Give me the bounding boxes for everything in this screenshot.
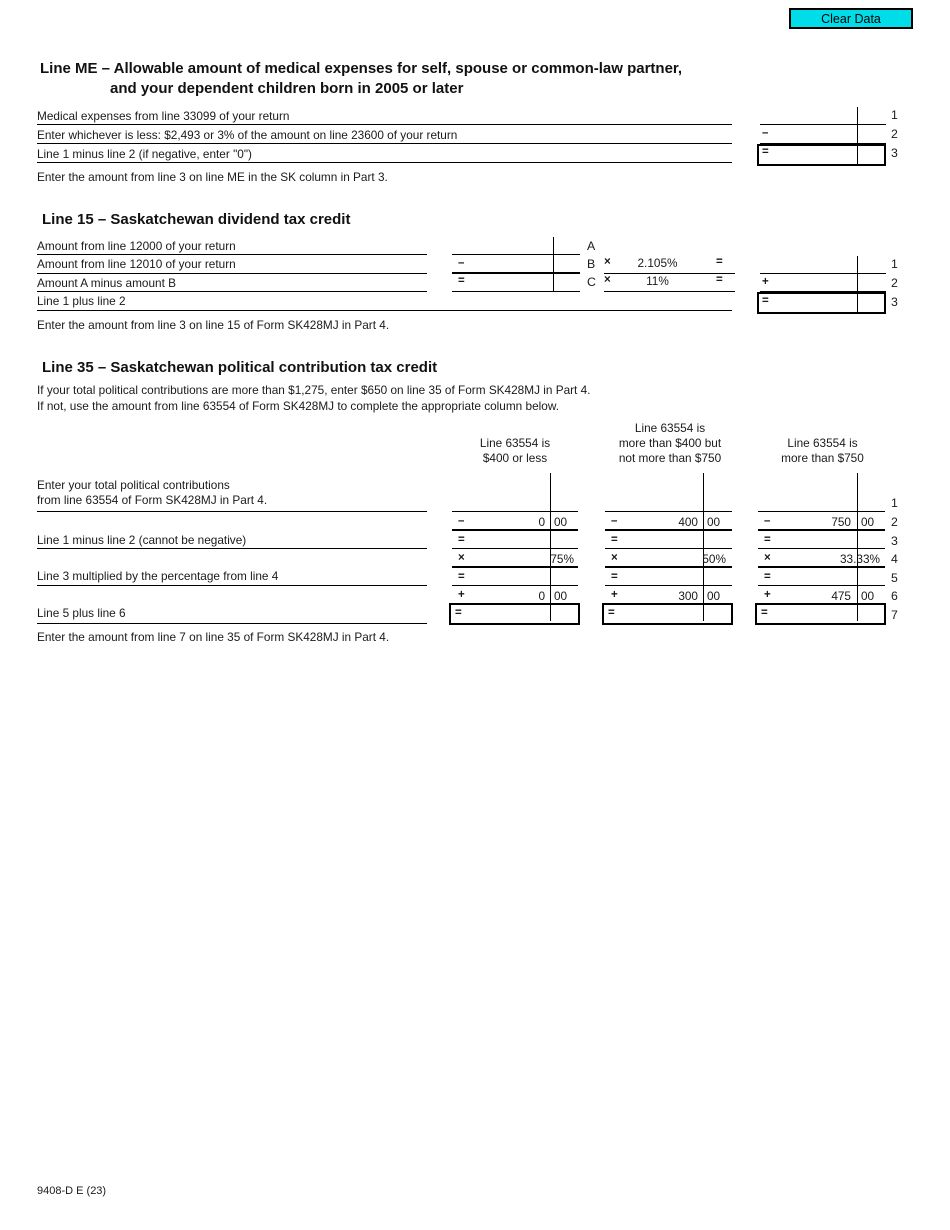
field-underline [758, 548, 885, 549]
dividend-amount-field-1[interactable] [758, 257, 854, 272]
total-underline [605, 566, 732, 568]
political-field-row7-col1[interactable] [466, 606, 546, 619]
line-number: 6 [891, 589, 898, 603]
multiply-operator: × [764, 552, 771, 564]
amount-letter-a: A [587, 239, 596, 253]
me-note: Enter the amount from line 3 on line ME in the SK column in Part 3. [37, 170, 388, 184]
equals-operator: = [611, 571, 618, 583]
preset-percentage: 33.33% [839, 552, 880, 566]
plus-operator: + [611, 589, 618, 601]
preset-dollars: 300 [678, 589, 698, 603]
equals-operator: = [764, 534, 771, 546]
underline [37, 548, 427, 549]
me-amount-field-3[interactable] [761, 147, 854, 161]
field-underline [452, 511, 578, 512]
preset-cents: 00 [861, 589, 875, 603]
minus-operator: – [458, 515, 465, 527]
cents-divider-line [857, 256, 858, 312]
preset-dollars: 400 [678, 515, 698, 529]
equals-operator: = [455, 607, 462, 619]
rate-value: 11% [646, 274, 669, 288]
section-15-note: Enter the amount from line 3 on line 15 of Form SK428MJ in Part 4. [37, 318, 390, 332]
dividend-amount-field-a[interactable] [454, 238, 550, 253]
preset-percentage: 75% [550, 552, 574, 566]
line-number: 1 [891, 257, 898, 271]
field-underline [758, 511, 885, 512]
me-amount-field-2[interactable] [758, 127, 854, 142]
cents-divider-line [550, 473, 551, 621]
div-rowD-label: Line 1 plus line 2 [37, 294, 126, 308]
preset-dollars: 0 [538, 515, 545, 529]
underline [37, 162, 732, 163]
preset-dollars: 750 [831, 515, 851, 529]
col2-header-line1: Line 63554 is [634, 421, 706, 435]
field-underline [452, 585, 578, 586]
plus-operator: + [762, 276, 769, 288]
field-underline [452, 254, 580, 255]
line-number: 3 [891, 534, 898, 548]
plus-operator: + [458, 589, 465, 601]
div-rowC-label: Amount A minus amount B [37, 276, 177, 290]
equals-operator: = [762, 295, 769, 307]
field-underline [760, 273, 886, 274]
equals-operator: = [716, 256, 723, 268]
line-number: 2 [891, 276, 898, 290]
me-row3-label: Line 1 minus line 2 (if negative, enter "0") [37, 147, 252, 161]
multiply-operator: × [458, 552, 465, 564]
section-me-title-line1: Line ME – Allowable amount of medical expenses for self, spouse or common-law partner, [40, 60, 683, 77]
equals-operator: = [762, 146, 769, 158]
underline [37, 310, 732, 311]
pol-row1-label-line2: from line 63554 of Form SK428MJ in Part 4. [37, 493, 268, 507]
line-number: 5 [891, 571, 898, 585]
dividend-amount-field-c[interactable] [454, 275, 550, 290]
rate-value: 2.105% [637, 256, 678, 270]
total-underline [452, 272, 580, 274]
equals-operator: = [458, 571, 465, 583]
field-underline [452, 291, 580, 292]
political-field-row3-col1[interactable] [466, 532, 546, 547]
total-underline [758, 529, 885, 531]
pol-row5-label: Line 3 multiplied by the percentage from line 4 [37, 569, 279, 583]
line-number: 2 [891, 127, 898, 141]
cents-divider-line [553, 237, 554, 292]
div-rowB-label: Amount from line 12010 of your return [37, 257, 236, 271]
preset-cents: 00 [861, 515, 875, 529]
preset-cents: 00 [554, 515, 568, 529]
section-35-title: Line 35 – Saskatchewan political contribution tax credit [42, 359, 438, 376]
equals-operator: = [458, 534, 465, 546]
total-underline [758, 566, 885, 568]
div-rowA-label: Amount from line 12000 of your return [37, 239, 236, 253]
underline [37, 585, 427, 586]
underline [37, 623, 427, 624]
section-35-intro-line2: If not, use the amount from line 63554 of Form SK428MJ to complete the appropriate column below. [37, 399, 559, 413]
political-field-row1-col2[interactable] [607, 495, 699, 510]
plus-operator: + [764, 589, 771, 601]
preset-percentage: 50% [702, 552, 726, 566]
multiply-operator: × [604, 274, 611, 286]
line-number: 2 [891, 515, 898, 529]
equals-operator: = [458, 275, 465, 287]
total-underline [452, 566, 578, 568]
me-amount-field-1[interactable] [758, 108, 854, 123]
preset-dollars: 0 [538, 589, 545, 603]
line-number: 4 [891, 552, 898, 566]
total-underline [452, 529, 578, 531]
preset-cents: 00 [707, 515, 721, 529]
underline [37, 511, 427, 512]
pol-row7-label: Line 5 plus line 6 [37, 606, 126, 620]
underline [37, 273, 427, 274]
political-field-row5-col2[interactable] [619, 569, 699, 584]
line-number: 1 [891, 496, 898, 510]
underline [37, 124, 732, 125]
cents-divider-line [857, 473, 858, 621]
col3-header-line1: Line 63554 is [787, 436, 858, 450]
political-field-row3-col3[interactable] [772, 532, 853, 547]
minus-operator: – [611, 515, 618, 527]
field-underline [605, 585, 732, 586]
total-underline [605, 529, 732, 531]
section-35-note: Enter the amount from line 7 on line 35 of Form SK428MJ in Part 4. [37, 630, 390, 644]
amount-letter-c: C [587, 275, 596, 289]
minus-operator: – [762, 127, 769, 139]
pol-row1-label-line1: Enter your total political contributions [37, 478, 230, 492]
dividend-amount-field-3[interactable] [761, 295, 854, 309]
col3-header-line2: more than $750 [781, 451, 864, 465]
field-underline [604, 291, 735, 292]
equals-operator: = [761, 607, 768, 619]
me-row2-label: Enter whichever is less: $2,493 or 3% of the amount on line 23600 of your return [37, 128, 458, 142]
cents-divider-line [703, 473, 704, 621]
underline [37, 143, 732, 144]
underline [37, 254, 427, 255]
col2-header-line3: not more than $750 [618, 451, 722, 465]
line-number: 3 [891, 295, 898, 309]
me-row1-label: Medical expenses from line 33099 of your return [37, 109, 290, 123]
dividend-amount-field-2[interactable] [758, 276, 854, 290]
section-me-title-line2: and your dependent children born in 2005 or later [110, 80, 464, 97]
political-field-row5-col3[interactable] [772, 569, 853, 584]
minus-operator: – [458, 257, 465, 269]
section-35-intro-line1: If your total political contributions are more than $1,275, enter $650 on line 35 of Form SK428MJ in Part 4. [37, 383, 591, 397]
form-code: 9408-D E (23) [37, 1185, 107, 1197]
line-number: 7 [891, 608, 898, 622]
minus-operator: – [764, 515, 771, 527]
col2-header-line2: more than $400 but [618, 436, 722, 450]
line-number: 3 [891, 146, 898, 160]
equals-operator: = [716, 274, 723, 286]
multiply-operator: × [611, 552, 618, 564]
col1-header-line2: $400 or less [482, 451, 548, 465]
political-field-row3-col2[interactable] [619, 532, 699, 547]
equals-operator: = [764, 571, 771, 583]
amount-letter-b: B [587, 257, 596, 271]
clear-data-button[interactable]: Clear Data [789, 8, 913, 29]
dividend-amount-field-b[interactable] [454, 257, 550, 271]
pol-row3-label: Line 1 minus line 2 (cannot be negative) [37, 533, 247, 547]
underline [37, 291, 427, 292]
political-field-row5-col1[interactable] [466, 569, 546, 584]
equals-operator: = [611, 534, 618, 546]
preset-dollars: 475 [831, 589, 851, 603]
political-field-row1-col3[interactable] [760, 495, 853, 510]
field-underline [758, 585, 885, 586]
col1-header-line1: Line 63554 is [479, 436, 551, 450]
preset-cents: 00 [554, 589, 568, 603]
line-number: 1 [891, 108, 898, 122]
field-underline [760, 124, 886, 125]
political-field-row7-col2[interactable] [619, 606, 699, 619]
preset-cents: 00 [707, 589, 721, 603]
equals-operator: = [608, 607, 615, 619]
section-15-title: Line 15 – Saskatchewan dividend tax credit [42, 211, 351, 228]
field-underline [605, 548, 732, 549]
multiply-operator: × [604, 256, 611, 268]
field-underline [452, 548, 578, 549]
political-field-row1-col1[interactable] [454, 495, 546, 510]
field-underline [605, 511, 732, 512]
political-field-row7-col3[interactable] [772, 606, 853, 619]
